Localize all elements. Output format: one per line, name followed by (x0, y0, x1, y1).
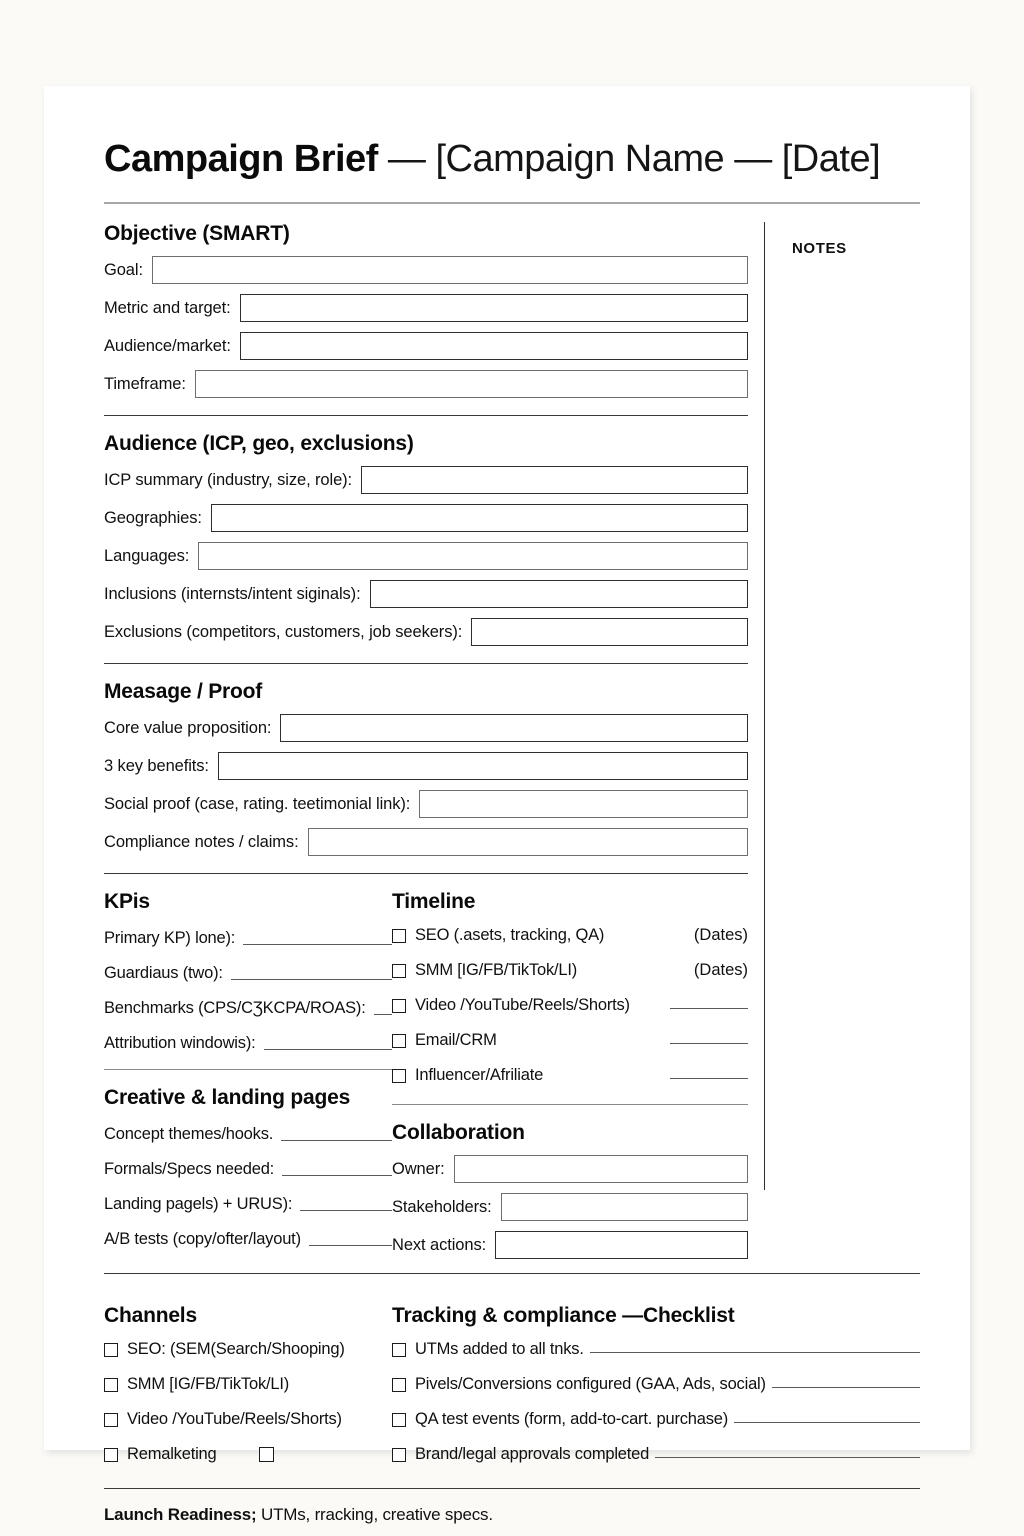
channel-label-smm: SMM [IG/FB/TikTok/LI) (127, 1375, 290, 1394)
timeline-row-influencer[interactable] (392, 1064, 748, 1088)
channels-tracking-columns (104, 1288, 920, 1478)
tracking-row-pixels[interactable] (392, 1373, 920, 1397)
field-label-stakeholders: Stakeholders: (392, 1197, 492, 1216)
kpi-row-guardrails (104, 959, 392, 983)
field-input-compliance-notes[interactable] (308, 828, 748, 856)
field-label-compliance-notes: Compliance notes / claims: (104, 832, 299, 851)
channel-row-remarketing[interactable] (104, 1443, 392, 1467)
section-heading-audience: Audience (ICP, geo, exclusions) (104, 431, 414, 455)
kpi-row-primary (104, 924, 392, 948)
field-label-inclusions: Inclusions (internsts/intent siginals): (104, 584, 361, 603)
section-heading-kpis: KPis (104, 889, 150, 913)
footer-note (104, 1505, 920, 1525)
creative-input-formats[interactable] (282, 1175, 392, 1176)
field-label-audience-market: Audience/market: (104, 336, 231, 355)
footer-divider (104, 1488, 920, 1489)
field-label-next-actions: Next actions: (392, 1235, 487, 1254)
timeline-label-video: Video /YouTube/Reels/Shorts) (415, 996, 630, 1015)
section-heading-collaboration: Collaboration (392, 1120, 525, 1144)
timeline-date-video[interactable] (670, 1008, 748, 1009)
kpi-row-benchmarks (104, 994, 392, 1018)
tracking-row-utms[interactable] (392, 1338, 920, 1362)
page-title-strong: Campaign Brief (104, 138, 378, 180)
field-row-goal (104, 256, 748, 285)
timeline-column (392, 874, 748, 1269)
channel-label-remarketing: Remalketing (127, 1445, 217, 1464)
field-label-key-benefits: 3 key benefits: (104, 756, 209, 775)
main-column (104, 222, 748, 1269)
field-row-geographies (104, 504, 748, 533)
notes-label: NOTES (792, 239, 847, 257)
kpi-input-primary[interactable] (243, 944, 392, 945)
checkbox-icon-channel-seo[interactable] (104, 1343, 118, 1357)
field-row-metric-target (104, 294, 748, 323)
timeline-row-email-crm[interactable] (392, 1029, 748, 1053)
channel-label-video: Video /YouTube/Reels/Shorts) (127, 1410, 342, 1429)
section-heading-channels: Channels (104, 1303, 197, 1327)
section-heading-creative: Creative & landing pages (104, 1085, 351, 1109)
timeline-row-smm[interactable] (392, 959, 748, 983)
checkbox-icon-channel-smm[interactable] (104, 1378, 118, 1392)
field-input-owner[interactable] (454, 1155, 748, 1183)
field-row-key-benefits (104, 752, 748, 781)
field-label-exclusions: Exclusions (competitors, customers, job seekers): (104, 622, 463, 641)
page-title-rest: — [Campaign Name — [Date] (387, 138, 881, 180)
field-input-stakeholders[interactable] (501, 1193, 748, 1221)
kpis-column (104, 874, 392, 1269)
creative-label-ab-tests: A/B tests (copy/ofter/layout) (104, 1229, 301, 1248)
section-heading-objective: Objective (SMART) (104, 221, 290, 245)
field-row-icp-summary (104, 466, 748, 495)
timeline-label-influencer: Influencer/Afriliate (415, 1066, 544, 1085)
field-row-audience-market (104, 332, 748, 361)
field-input-metric-target[interactable] (240, 294, 748, 322)
tracking-row-qa-events[interactable] (392, 1408, 920, 1432)
checkbox-icon-channel-extra[interactable] (259, 1447, 274, 1462)
field-row-inclusions (104, 580, 748, 609)
field-row-stakeholders (392, 1193, 748, 1222)
document-inner (104, 126, 920, 1525)
channels-column (104, 1288, 392, 1478)
field-input-key-benefits[interactable] (218, 752, 748, 780)
creative-row-formats (104, 1155, 392, 1179)
field-input-core-value-prop[interactable] (280, 714, 748, 742)
checkbox-icon-tracking-pixels[interactable] (392, 1378, 406, 1392)
creative-input-concept[interactable] (281, 1140, 392, 1141)
kpi-label-attribution: Attribution windowis): (104, 1033, 256, 1052)
field-row-timeframe (104, 370, 748, 399)
field-label-geographies: Geographies: (104, 508, 202, 527)
kpi-label-benchmarks: Benchmarks (CPS/CƷKCPA/ROAS): (104, 998, 366, 1017)
timeline-date-influencer[interactable] (670, 1078, 748, 1079)
checkbox-icon-tracking-qa-events[interactable] (392, 1413, 406, 1427)
checkbox-icon-tracking-approvals[interactable] (392, 1448, 406, 1462)
field-input-geographies[interactable] (211, 504, 748, 532)
creative-label-landing-pages: Landing pagels) + URUS): (104, 1194, 293, 1213)
checkbox-icon-channel-remarketing[interactable] (104, 1448, 118, 1462)
channel-row-video[interactable] (104, 1408, 392, 1432)
field-label-social-proof: Social proof (case, rating. teetimonial link): (104, 794, 411, 813)
kpi-input-guardrails[interactable] (231, 979, 392, 980)
section-heading-tracking: Tracking & compliance —Checklist (392, 1303, 735, 1327)
timeline-row-video[interactable] (392, 994, 748, 1018)
section-divider-objective (104, 415, 748, 416)
kpi-label-guardrails: Guardiaus (two): (104, 963, 223, 982)
channel-label-seo: SEO: (SEM(Search/Shooping) (127, 1340, 345, 1359)
field-input-timeframe[interactable] (195, 370, 748, 398)
tracking-label-qa-events: QA test events (form, add-to-cart. purchase) (415, 1410, 729, 1429)
timeline-label-smm: SMM [IG/FB/TikTok/LI) (415, 961, 578, 980)
field-label-goal: Goal: (104, 260, 143, 279)
field-input-social-proof[interactable] (419, 790, 748, 818)
checkbox-icon-tracking-utms[interactable] (392, 1343, 406, 1357)
field-input-languages[interactable] (198, 542, 748, 570)
checkbox-icon-channel-video[interactable] (104, 1413, 118, 1427)
field-input-inclusions[interactable] (370, 580, 748, 608)
body-region (104, 222, 920, 1269)
tracking-input-utms[interactable] (590, 1352, 920, 1353)
creative-row-ab-tests (104, 1225, 392, 1249)
timeline-label-email-crm: Email/CRM (415, 1031, 497, 1050)
field-row-next-actions (392, 1231, 748, 1260)
channel-row-seo[interactable] (104, 1338, 392, 1362)
field-row-compliance-notes (104, 828, 748, 857)
field-label-icp-summary: ICP summary (industry, size, role): (104, 470, 353, 489)
kpi-input-attribution[interactable] (264, 1049, 393, 1050)
section-heading-timeline: Timeline (392, 889, 476, 913)
tracking-label-utms: UTMs added to all tnks. (415, 1340, 584, 1359)
field-label-core-value-prop: Core value proposition: (104, 718, 272, 737)
field-input-audience-market[interactable] (240, 332, 748, 360)
timeline-date-email-crm[interactable] (670, 1043, 748, 1044)
checkbox-icon-timeline-smm[interactable] (392, 964, 406, 978)
footer-note-rest: UTMs, rracking, creative specs. (256, 1504, 493, 1524)
field-row-core-value-prop (104, 714, 748, 743)
field-label-owner: Owner: (392, 1159, 445, 1178)
creative-label-formats: Formals/Specs needed: (104, 1159, 275, 1178)
kpi-label-primary: Primary KP) lone): (104, 928, 236, 947)
field-row-languages (104, 542, 748, 571)
tracking-input-approvals[interactable] (655, 1457, 920, 1458)
checkbox-icon-timeline-email-crm[interactable] (392, 1034, 406, 1048)
kpi-row-attribution (104, 1029, 392, 1053)
creative-row-concept (104, 1120, 392, 1144)
section-divider-audience (104, 663, 748, 664)
checkbox-icon-timeline-seo[interactable] (392, 929, 406, 943)
field-input-goal[interactable] (152, 256, 748, 284)
title-divider (104, 202, 920, 204)
tracking-label-approvals: Brand/legal approvals completed (415, 1445, 650, 1464)
section-heading-message: Measage / Proof (104, 679, 263, 703)
footer-note-strong: Launch Readiness; (104, 1504, 257, 1524)
field-input-next-actions[interactable] (495, 1231, 748, 1259)
tracking-input-qa-events[interactable] (734, 1422, 920, 1423)
page-title (104, 126, 920, 180)
document-page (44, 86, 970, 1524)
field-input-exclusions[interactable] (471, 618, 748, 646)
kpis-timeline-columns (104, 874, 748, 1269)
field-input-icp-summary[interactable] (361, 466, 748, 494)
field-row-owner (392, 1155, 748, 1184)
field-row-social-proof (104, 790, 748, 819)
tracking-column (392, 1288, 920, 1478)
section-divider-kpis (104, 1069, 392, 1070)
checkbox-icon-timeline-video[interactable] (392, 999, 406, 1013)
kpi-input-benchmarks[interactable] (374, 1014, 392, 1015)
field-row-exclusions (104, 618, 748, 647)
field-label-metric-target: Metric and target: (104, 298, 231, 317)
timeline-date-smm[interactable]: (Dates) (693, 961, 748, 980)
timeline-date-seo[interactable]: (Dates) (693, 926, 748, 945)
section-divider-timeline (392, 1104, 748, 1105)
bottom-section-divider (104, 1273, 920, 1274)
field-label-languages: Languages: (104, 546, 190, 565)
notes-column-divider (764, 222, 765, 1190)
creative-input-ab-tests[interactable] (309, 1245, 392, 1246)
tracking-row-approvals[interactable] (392, 1443, 920, 1467)
timeline-row-seo[interactable] (392, 924, 748, 948)
creative-label-concept: Concept themes/hooks. (104, 1124, 274, 1143)
channel-row-smm[interactable] (104, 1373, 392, 1397)
field-label-timeframe: Timeframe: (104, 374, 186, 393)
checkbox-icon-timeline-influencer[interactable] (392, 1069, 406, 1083)
tracking-input-pixels[interactable] (772, 1387, 920, 1388)
creative-input-landing-pages[interactable] (300, 1210, 392, 1211)
tracking-label-pixels: Pivels/Conversions configured (GAA, Ads, social) (415, 1375, 766, 1394)
timeline-label-seo: SEO (.asets, tracking, QA) (415, 926, 605, 945)
creative-row-landing-pages (104, 1190, 392, 1214)
